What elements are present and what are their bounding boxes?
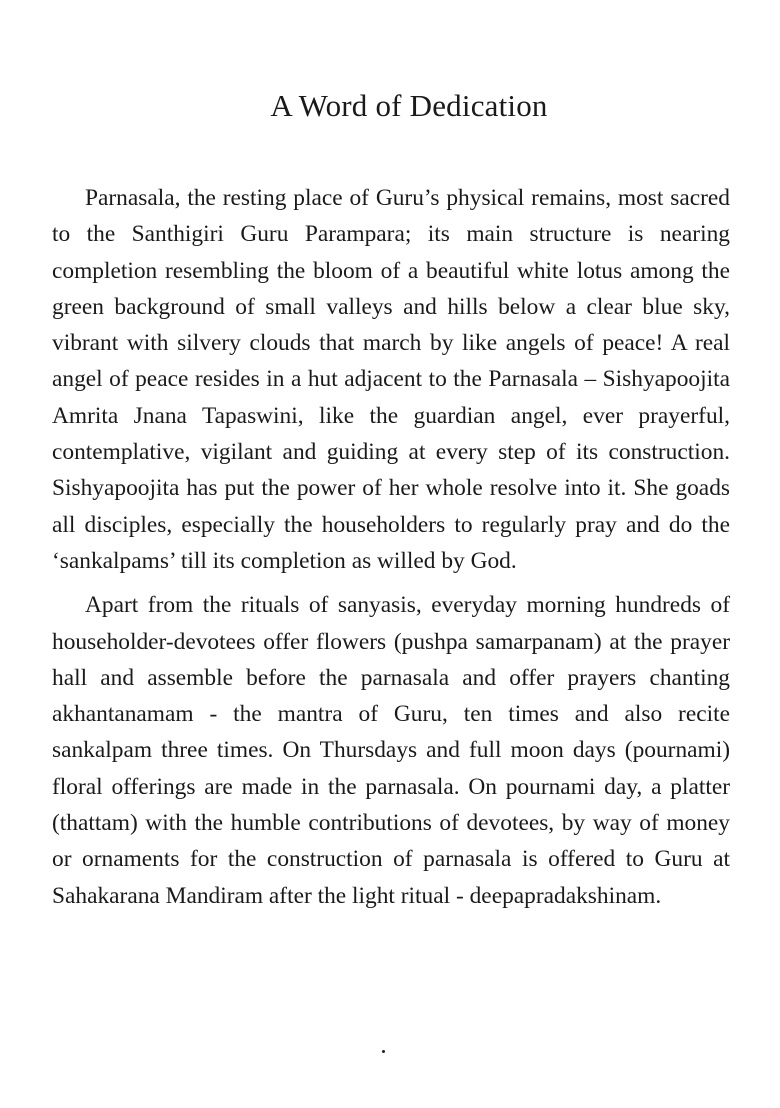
body-text xyxy=(52,180,730,914)
paragraph-1: Parnasala, the resting place of Guru’s physical remains, most sacred to the Santhigiri Guru Parampara; its main structure is nearing completion resembling the bloom of a beautiful white lotus among the green background of small valleys and hills below a clear blue sky, vibrant with silvery clouds that march by like angels of peace! A real angel of peace resides in a hut adjacent to the Parnasala – Sishyapoojita Amrita Jnana Tapaswini, like the guardian angel, ever prayerful, contemplative, vigilant and guiding at every step of its construction. Sishyapoojita has put the power of her whole resolve into it. She goads all disciples, especially the householders to regularly pray and do the ‘sankalpams’ till its completion as willed by God. xyxy=(52,185,730,574)
print-speck xyxy=(382,1050,385,1053)
page-title: A Word of Dedication xyxy=(270,88,548,123)
paragraph-2: Apart from the rituals of sanyasis, everyday morning hundreds of householder-devotees offer flowers (pushpa samarpanam) at the prayer hall and assemble before the parnasala and offer prayers chanting akhantanamam - the mantra of Guru, ten times and also recite sankalpam three times. On Thursdays and full moon days (pournami) floral offerings are made in the parnasala. On pournami day, a platter (thattam) with the humble contributions of devotees, by way of money or ornaments for the construction of parnasala is offered to Guru at Sahakarana Mandiram after the light ritual - deepapradakshinam. xyxy=(52,592,730,909)
